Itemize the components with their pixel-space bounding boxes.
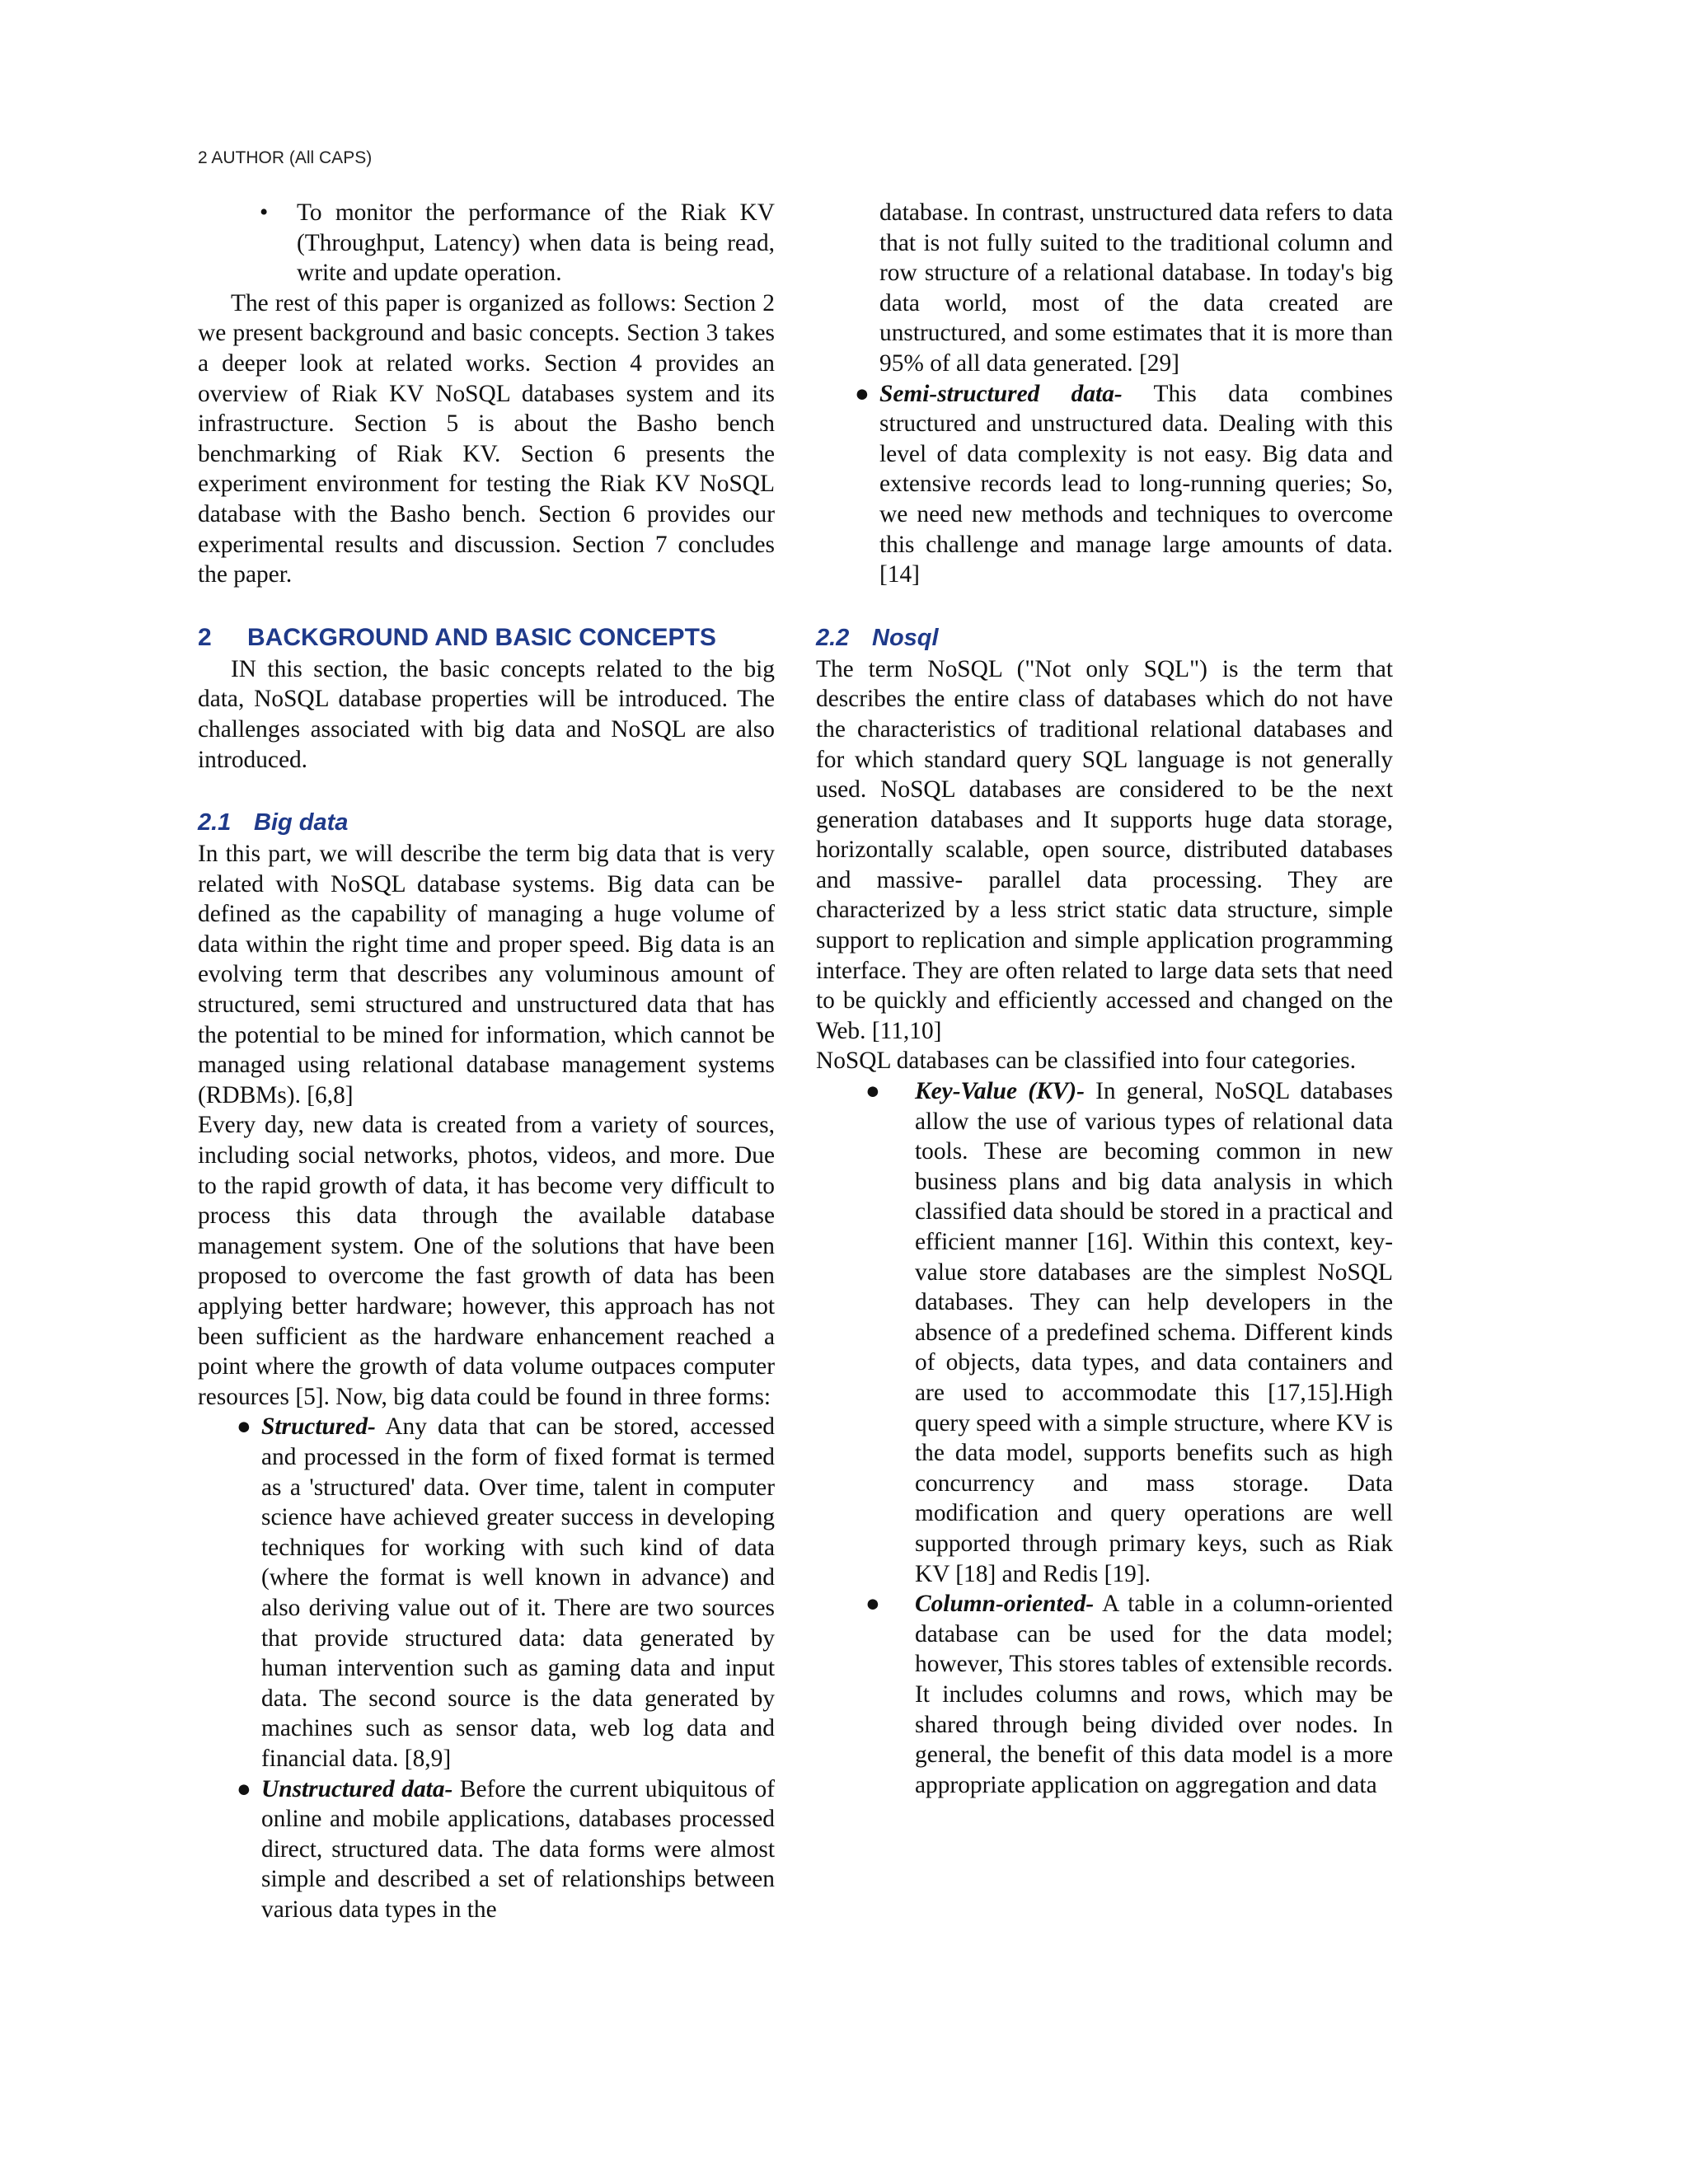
column-oriented-text: A table in a column-oriented database can be used for the data model; however, This stores tables of extensible records. It includes columns and rows, which may be shared through being divided over nodes. In general, the benefit of this data model is a more appropriate application on aggregation and data — [915, 1591, 1393, 1798]
section-title: Nosql — [872, 624, 939, 651]
unstructured-text: Before the current ubiquitous of online and mobile applications, databases processed direct, structured data. The data forms were almost simple and described a set of relationships between various data types in the — [261, 1775, 775, 1923]
nosql-paragraph-2: NoSQL databases can be classified into four categories. — [816, 1047, 1357, 1075]
objective-text: To monitor the performance of the Riak KV (Throughput, Latency) when data is being read, write and update operation. — [297, 199, 775, 287]
list-item — [260, 198, 775, 288]
structured-term: Structured- — [261, 1413, 376, 1441]
section-title: BACKGROUND AND BASIC CONCEPTS — [247, 623, 716, 651]
nosql-categories-list — [816, 1076, 1393, 1800]
semi-structured-term: Semi-structured data- — [879, 380, 1123, 407]
section-number: 2.1 — [198, 809, 232, 837]
big-data-paragraph-2: Every day, new data is created from a variety of sources, including social networks, photos, videos, and more. Due to the rapid growth of data, it has become very difficult to process this data through the available database management system. One of the solutions that have been proposed to overcome the fast growth of data has been applying better hardware; however, this approach has not been sufficient as the hardware enhancement reached a point where the growth of data volume outpaces computer resources [5]. Now, big data could be found in three forms: — [198, 1112, 775, 1410]
bullet-icon: ● — [865, 1078, 880, 1105]
bullet-icon: ● — [237, 1775, 251, 1802]
section-title: Big data — [254, 809, 349, 837]
section-2-2-heading — [816, 621, 1393, 654]
section-2-1-heading — [198, 806, 775, 839]
list-item — [237, 1412, 775, 1774]
left-column — [198, 198, 775, 1924]
section-2-heading — [198, 621, 775, 654]
key-value-text: In general, NoSQL databases allow the use of various types of relational data tools. These are becoming common in new business plans and big data analysis in which classified data should be stored in a practical and efficient manner [16]. Within this context, key-value store databases are the simplest NoSQL databases. They can help developers in the absence of a predefined schema. Different kinds of objects, data types, and data containers and are used to accommodate this [17,15].High query speed with a simple structure, where KV is the data model, supports benefits such as high concurrency and mass storage. Data modification and query operations are well supported through primary keys, such as Riak KV [18] and Redis [19]. — [915, 1078, 1393, 1587]
unstructured-continued-text: database. In contrast, unstructured data refers to data that is not fully suited to the traditional column and row structure of a relational database. In today's big data world, most of the data created are unstructured, and some estimates that it is more than 95% of all data generated. [29] — [879, 199, 1393, 377]
section-number: 2.2 — [816, 624, 850, 651]
organization-paragraph: The rest of this paper is organized as follows: Section 2 we present background and basic concepts. Section 3 takes a deeper look at related works. Section 4 provides an overview of Riak KV NoSQL databases system and its infrastructure. Section 5 is about the Basho bench benchmarking of Riak KV. Section 6 presents the experiment environment for testing the Riak KV NoSQL database with the Basho bench. Section 6 provides our experimental results and discussion. Section 7 concludes the paper. — [198, 289, 775, 588]
bullet-icon: ● — [865, 1591, 880, 1618]
objectives-list — [198, 198, 775, 288]
bullet-icon: • — [260, 199, 269, 226]
unstructured-term: Unstructured data- — [261, 1775, 453, 1802]
list-item — [879, 198, 1393, 379]
nosql-paragraph-1: The term NoSQL ("Not only SQL") is the term that describes the entire class of databases which do not have the characteristics of traditional relational databases and for which standard query SQL language is not generally used. NoSQL databases are considered to be the next generation databases and It supports huge data storage, horizontally scalable, open source, distributed databases and massive- parallel data processing. They are characterized by a less strict static data structure, simple support to replication and simple application programming interface. They are often related to large data sets that need to be quickly and efficiently accessed and changed on the Web. [11,10] — [816, 655, 1393, 1044]
running-header: 2 AUTHOR (All CAPS) — [198, 148, 373, 167]
structured-text: Any data that can be stored, accessed and processed in the form of fixed format is termed as a 'structured' data. Over time, talent in computer science have achieved greater success in developing techniques for working with such kind of data (where the format is well known in advance) and also deriving value out of it. There are two sources that provide structured data: data generated by human intervention such as gaming data and input data. The second source is the data generated by machines such as sensor data, web log data and financial data. [8,9] — [261, 1413, 775, 1772]
section-2-intro: IN this section, the basic concepts related to the big data, NoSQL database properties will be introduced. The challenges associated with big data and NoSQL are also introduced. — [198, 655, 775, 773]
list-item — [865, 1589, 1393, 1800]
bullet-icon: ● — [855, 380, 870, 407]
bullet-icon: ● — [237, 1413, 251, 1441]
list-item — [237, 1774, 775, 1925]
data-forms-list-continued — [816, 198, 1393, 590]
semi-structured-text: This data combines structured and unstructured data. Dealing with this level of data complexity is not easy. Big data and extensive records lead to long-running queries; So, we need new methods and techniques to overcome this challenge and manage large amounts of data.[14] — [879, 380, 1393, 588]
right-column — [816, 198, 1393, 1800]
column-oriented-term: Column-oriented- — [915, 1591, 1095, 1618]
list-item — [855, 379, 1393, 590]
section-number: 2 — [198, 623, 212, 651]
list-item — [865, 1076, 1393, 1589]
big-data-paragraph-1: In this part, we will describe the term big data that is very related with NoSQL database systems. Big data can be defined as the capability of managing a huge volume of data within the right time and proper speed. Big data is an evolving term that describes any voluminous amount of structured, semi structured and unstructured data that has the potential to be mined for information, which cannot be managed using relational database management systems (RDBMs). [6,8] — [198, 841, 775, 1108]
data-forms-list — [198, 1412, 775, 1924]
key-value-term: Key-Value (KV)- — [915, 1078, 1085, 1105]
